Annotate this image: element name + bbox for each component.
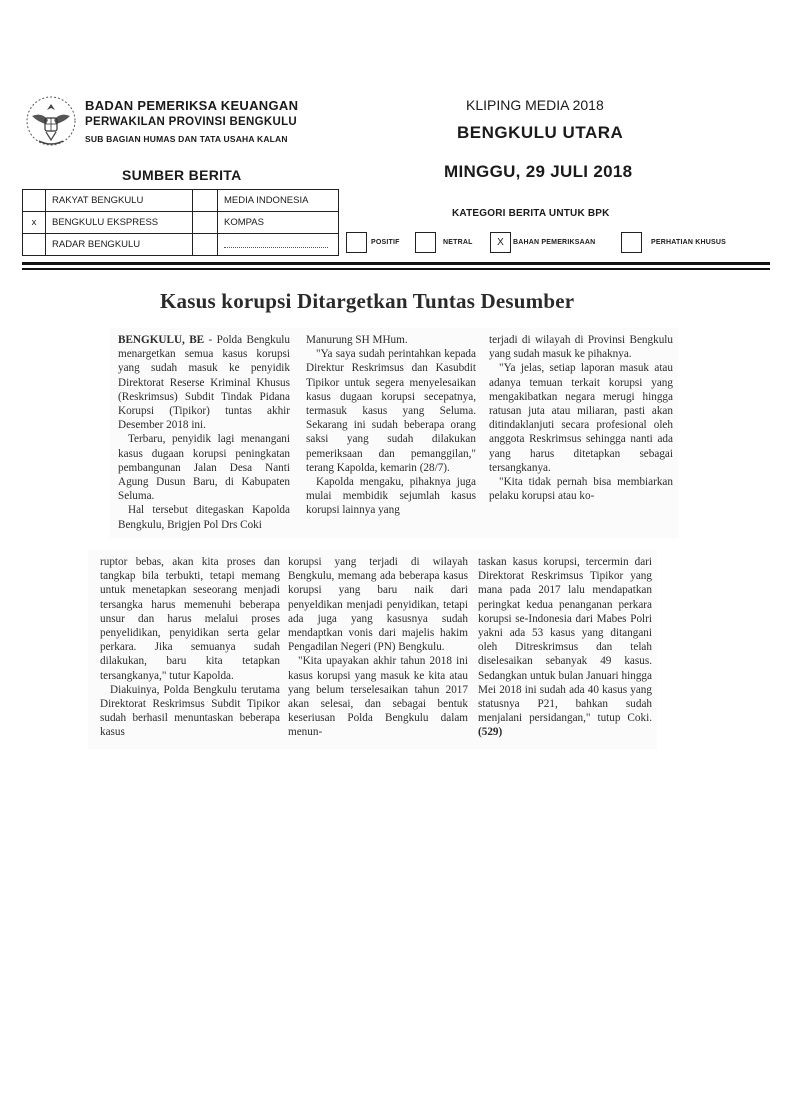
source-media: KOMPAS <box>218 212 339 234</box>
source-spacer <box>193 212 218 234</box>
article-paragraph: "Kita tidak pernah bisa membiarkan pelaku korupsi atau ko- <box>489 476 673 503</box>
article-signoff: (529) <box>478 726 503 739</box>
article-column-6 <box>478 555 652 740</box>
source-name: BENGKULU EKSPRESS <box>46 212 193 234</box>
source-media: MEDIA INDONESIA <box>218 190 339 212</box>
article-closing-text: taskan kasus korupsi, tercermin dari Direktorat Reskrimsus Tipikor yang mana pada 2017 lalu mendapatkan peringkat kedua penanganan perkara korupsi se-Indonesia dari Mabes Polri yakni ada 53 kasus yang ditangani oleh Ditreskrimsus dan telah diselesaikan sebanyak 49 kasus. Sedangkan untuk bulan Januari hingga Mei 2018 ini sudah ada 40 kasus yang statusnya P21, bahkan sudah menjalani persidangan," tutup Coki. <box>478 556 652 725</box>
checkbox-label-positif: POSITIF <box>371 239 400 246</box>
checkbox-label-perhatian-khusus: PERHATIAN KHUSUS <box>651 239 727 246</box>
article-column-2 <box>306 333 476 518</box>
clipping-date: MINGGU, 29 JULI 2018 <box>444 162 633 181</box>
source-mark <box>23 190 46 212</box>
article-paragraph: "Ya saya sudah perintahkan kepada Direktur Reskrimsus dan Kasubdit Tipikor untuk segera menyelesaikan kasus dugaan korupsi secepatnya, termasuk kasus yang Seluma. Sekarang ini sudah beberapa orang saksi yang sudah dilakukan pemeriksaan dan pemanggilan," terang Kapolda, kemarin (28/7). <box>306 348 476 474</box>
article-paragraph: ruptor bebas, akan kita proses dan tangkap bila terbukti, tetapi memang untuk menetapkan seseorang menjadi tersangka harus memenuhi beberapa unsur dan harus melalui proses penyelidikan, penyidikan serta gelar perkara. Jika semuanya sudah dilakukan, baru kita tetapkan tersangkanya," tutur Kapolda. <box>100 556 280 682</box>
source-row <box>23 234 339 256</box>
article-paragraph: Diakuinya, Polda Bengkulu terutama Direktorat Reskrimsus Subdit Tipikor sudah berhasil menuntaskan beberapa kasus <box>100 683 280 739</box>
source-mark <box>23 234 46 256</box>
org-unit: SUB BAGIAN HUMAS DAN TATA USAHA KALAN <box>85 134 288 144</box>
garuda-emblem-icon <box>24 94 78 152</box>
header-rule-thick <box>22 262 770 265</box>
checkbox-netral[interactable] <box>415 232 436 253</box>
header-rule-thin <box>22 268 770 270</box>
article-column-3 <box>489 333 673 503</box>
article-column-4 <box>100 555 280 740</box>
article-paragraph <box>118 333 290 432</box>
article-headline: Kasus korupsi Ditargetkan Tuntas Desumber <box>160 289 575 313</box>
article-column-5 <box>288 555 468 740</box>
source-media-blank <box>218 234 339 256</box>
sumber-berita-title: SUMBER BERITA <box>122 167 242 183</box>
article-paragraph: korupsi yang terjadi di wilayah Bengkulu, memang ada beberapa kasus korupsi yang baru naik dari penyeldikan menjadi penyidikan, tetapi ada juga yang kasusnya sudah mendaptkan vonis dari majelis hakim Pengadilan Negeri (PN) Bengkulu. <box>288 556 468 654</box>
article-paragraph: Kapolda mengaku, pihaknya juga mulai membidik sejumlah kasus korupsi lainnya yang <box>306 476 476 517</box>
dotted-line <box>224 239 328 248</box>
region-title: BENGKULU UTARA <box>457 123 624 142</box>
article-paragraph <box>478 555 652 740</box>
checkbox-positif[interactable] <box>346 232 367 253</box>
article-paragraph: Hal tersebut ditegaskan Kapolda Bengkulu, Brigjen Pol Drs Coki <box>118 504 290 531</box>
article-paragraph: "Kita upayakan akhir tahun 2018 ini kasus korupsi yang masuk ke kita atau yang belum terselesaikan tahun 2017 akan selesai, dan sebagai bentuk keseriusan Polda Bengkulu dalam menun- <box>288 655 468 739</box>
article-paragraph: "Ya jelas, setiap laporan masuk atau adanya temuan terkait korupsi yang mengakibatkan negara merugi hingga ratusan juta atau miliaran, pasti akan ditindaklanjuti secara profesional oleh anggota Reskrimsus sehingga nanti ada yang harus ditetapkan sebagai tersangkanya. <box>489 362 673 474</box>
article-paragraph: Manurung SH MHum. <box>306 334 408 346</box>
source-name: RAKYAT BENGKULU <box>46 190 193 212</box>
source-mark: x <box>23 212 46 234</box>
article-dateline: BENGKULU, BE <box>118 334 205 346</box>
org-name: BADAN PEMERIKSA KEUANGAN <box>85 98 299 113</box>
checkbox-label-netral: NETRAL <box>443 239 473 246</box>
article-lead-text: - Polda Bengkulu menargetkan semua kasus korupsi yang sudah masuk ke penyidik Direktorat Reserse Kriminal Khusus (Reskrimsus) Subdit Tindak Pidana Korupsi (Tipikor) tuntas akhir Desember 2018 ini. <box>118 334 291 432</box>
source-row <box>23 190 339 212</box>
source-spacer <box>193 190 218 212</box>
article-paragraph: Terbaru, penyidik lagi menangani kasus dugaan korupsi peningkatan pembangunan Jalan Desa Nanti Agung Dusun Baru, di Kabupaten Seluma. <box>118 433 290 503</box>
article-column-1 <box>118 333 290 532</box>
source-spacer <box>193 234 218 256</box>
checkbox-bahan-pemeriksaan[interactable]: X <box>490 232 511 253</box>
checkbox-perhatian-khusus[interactable] <box>621 232 642 253</box>
kliping-title: KLIPING MEDIA 2018 <box>466 97 604 113</box>
source-table <box>22 189 339 256</box>
org-branch: PERWAKILAN PROVINSI BENGKULU <box>85 116 298 128</box>
checkbox-label-bahan-pemeriksaan: BAHAN PEMERIKSAAN <box>513 239 596 246</box>
source-name: RADAR BENGKULU <box>46 234 193 256</box>
article-paragraph: terjadi di wilayah di Provinsi Bengkulu yang sudah masuk ke pihaknya. <box>489 334 673 361</box>
source-row <box>23 212 339 234</box>
kategori-title: KATEGORI BERITA UNTUK BPK <box>452 208 610 219</box>
